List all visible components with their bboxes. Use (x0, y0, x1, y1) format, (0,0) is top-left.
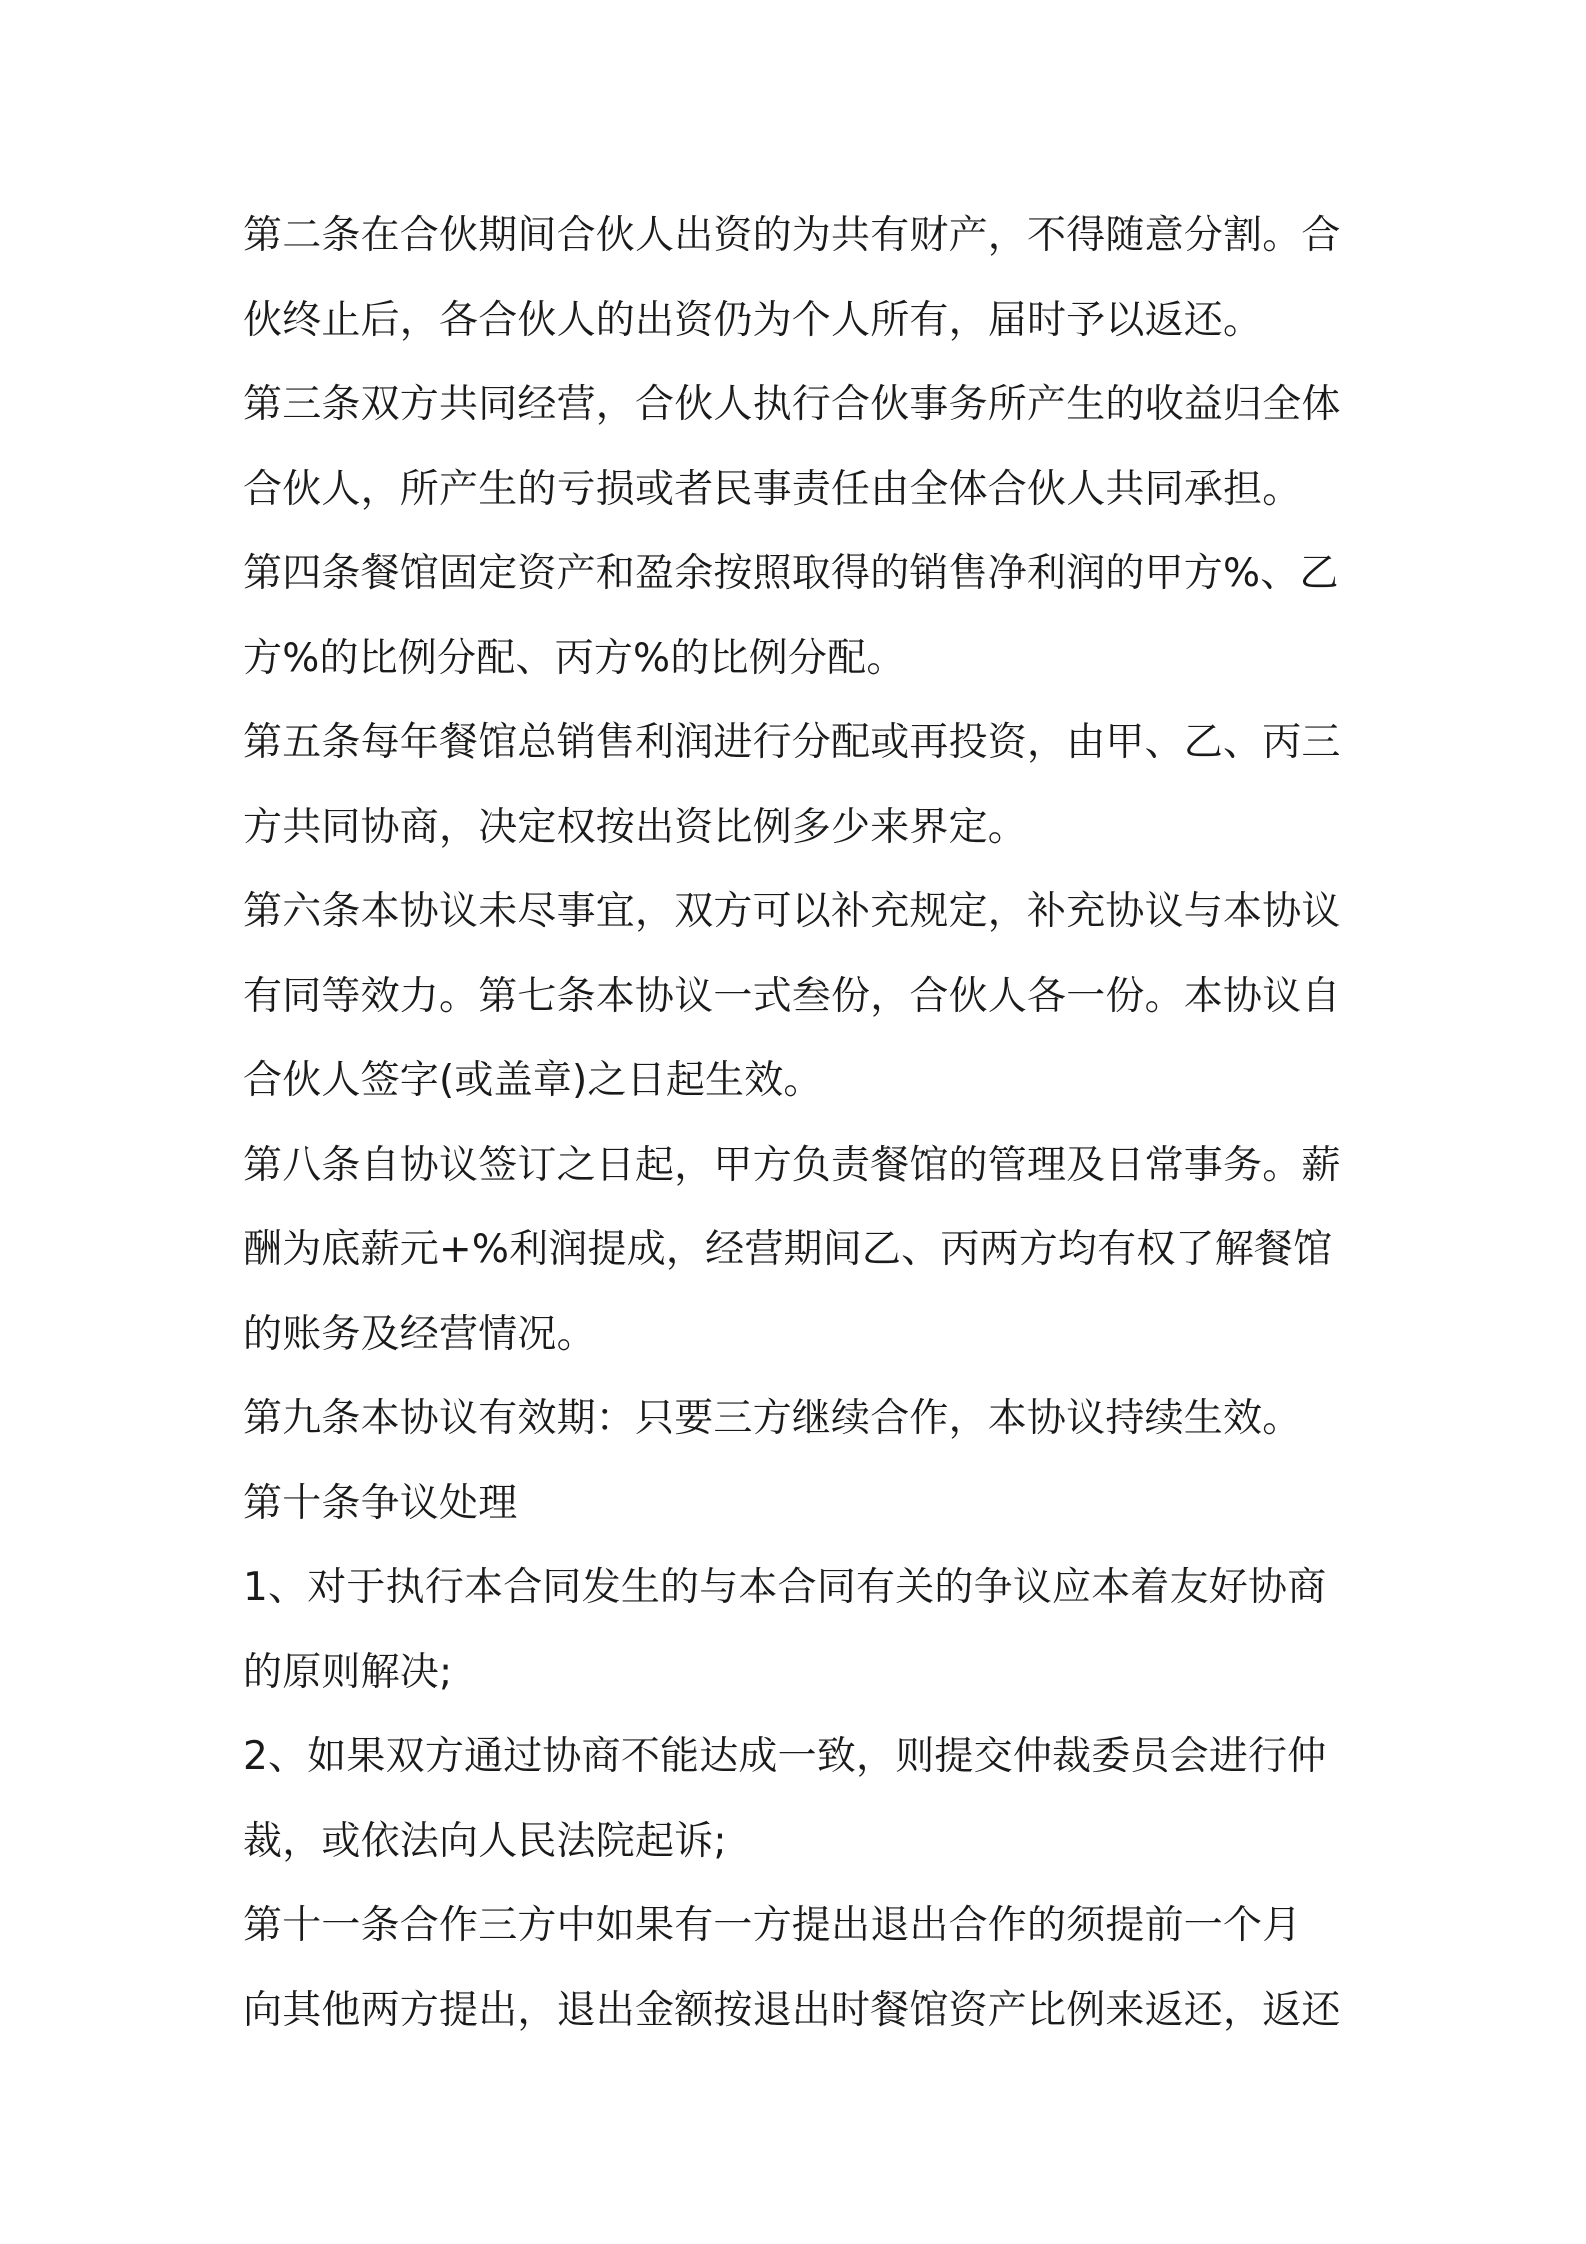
text-line: 第四条餐馆固定资产和盈余按照取得的销售净利润的甲方%、乙 (243, 551, 1339, 596)
text-line: 酬为底薪元+%利润提成，经营期间乙、丙两方均有权了解餐馆 (243, 1227, 1333, 1272)
text-line: 的账务及经营情况。 (243, 1311, 596, 1357)
text-line: 1、对于执行本合同发生的与本合同有关的争议应本着友好协商 (243, 1565, 1327, 1610)
text-line: 合伙人签字(或盖章)之日起生效。 (243, 1058, 823, 1103)
text-line: 第五条每年餐馆总销售利润进行分配或再投资，由甲、乙、丙三 (243, 720, 1341, 765)
text-line: 向其他两方提出，退出金额按退出时餐馆资产比例来返还，返还 (243, 1987, 1341, 2033)
text-line: 方%的比例分配、丙方%的比例分配。 (243, 635, 906, 681)
text-line: 有同等效力。第七条本协议一式叁份，合伙人各一份。本协议自 (243, 973, 1341, 1019)
text-line: 第九条本协议有效期：只要三方继续合作，本协议持续生效。 (243, 1396, 1302, 1441)
text-line: 第十一条合作三方中如果有一方提出退出合作的须提前一个月 (243, 1903, 1302, 1948)
text-line: 第八条自协议签订之日起，甲方负责餐馆的管理及日常事务。薪 (243, 1142, 1341, 1188)
text-line: 第六条本协议未尽事宜，双方可以补充规定，补充协议与本协议 (243, 889, 1341, 934)
text-line: 2、如果双方通过协商不能达成一致，则提交仲裁委员会进行仲 (243, 1734, 1327, 1779)
document-page (243, 194, 1353, 2053)
text-line: 合伙人，所产生的亏损或者民事责任由全体合伙人共同承担。 (243, 466, 1302, 512)
text-line: 第十条争议处理 (243, 1480, 518, 1526)
text-line: 伙终止后，各合伙人的出资仍为个人所有，届时予以返还。 (243, 297, 1263, 343)
text-line: 第二条在合伙期间合伙人出资的为共有财产，不得随意分割。合 (243, 213, 1341, 258)
text-line: 方共同协商，决定权按出资比例多少来界定。 (243, 804, 1028, 850)
text-line: 裁，或依法向人民法院起诉; (243, 1818, 727, 1864)
text-line: 的原则解决; (243, 1649, 453, 1695)
text-line: 第三条双方共同经营，合伙人执行合伙事务所产生的收益归全体 (243, 382, 1341, 427)
